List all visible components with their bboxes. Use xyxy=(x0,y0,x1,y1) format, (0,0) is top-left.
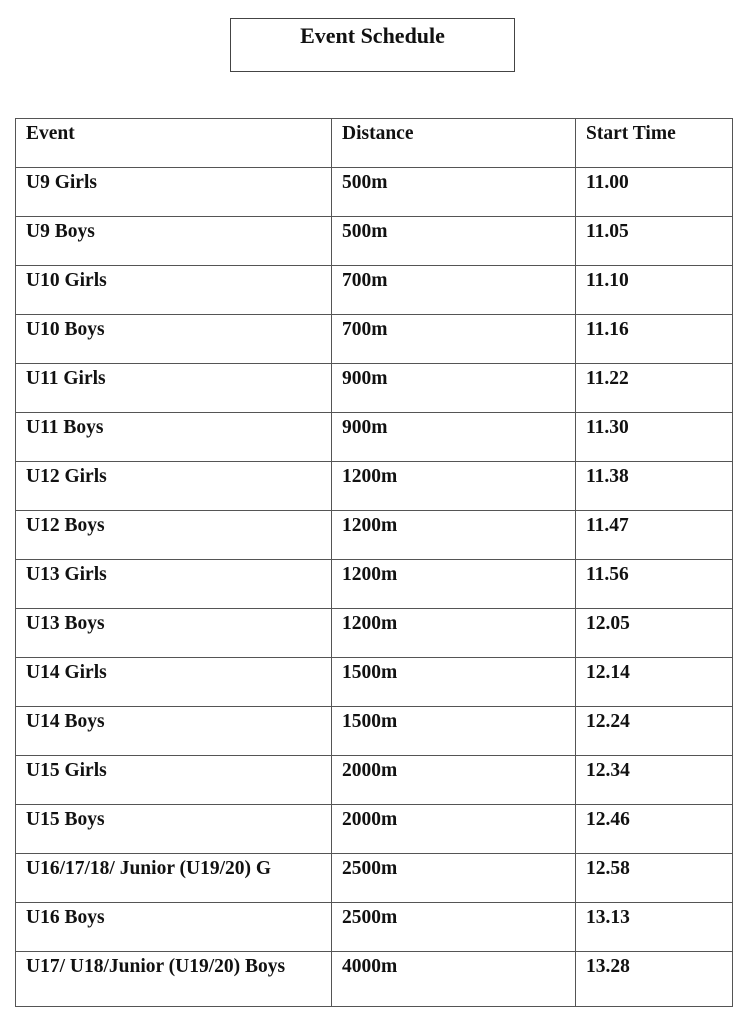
event-cell: U16 Boys xyxy=(16,903,332,952)
start-time-cell: 12.46 xyxy=(576,805,733,854)
event-cell: U12 Boys xyxy=(16,511,332,560)
start-time-cell: 12.58 xyxy=(576,854,733,903)
table-row xyxy=(16,560,733,609)
distance-cell: 500m xyxy=(332,168,576,217)
start-time-cell: 12.14 xyxy=(576,658,733,707)
distance-cell: 700m xyxy=(332,315,576,364)
table-row xyxy=(16,805,733,854)
header-start-time: Start Time xyxy=(576,119,733,168)
distance-cell: 900m xyxy=(332,413,576,462)
table-row xyxy=(16,315,733,364)
distance-cell: 1200m xyxy=(332,609,576,658)
table-row xyxy=(16,462,733,511)
distance-cell: 1200m xyxy=(332,462,576,511)
distance-cell: 1500m xyxy=(332,658,576,707)
event-cell: U9 Girls xyxy=(16,168,332,217)
event-cell: U15 Girls xyxy=(16,756,332,805)
distance-cell: 4000m xyxy=(332,952,576,1007)
distance-cell: 2000m xyxy=(332,805,576,854)
distance-cell: 900m xyxy=(332,364,576,413)
event-cell: U17/ U18/Junior (U19/20) Boys xyxy=(16,952,332,1007)
start-time-cell: 11.47 xyxy=(576,511,733,560)
title-box xyxy=(230,18,515,72)
start-time-cell: 11.16 xyxy=(576,315,733,364)
event-cell: U13 Girls xyxy=(16,560,332,609)
start-time-cell: 11.30 xyxy=(576,413,733,462)
start-time-cell: 12.05 xyxy=(576,609,733,658)
event-cell: U14 Girls xyxy=(16,658,332,707)
distance-cell: 2500m xyxy=(332,903,576,952)
table-row xyxy=(16,756,733,805)
distance-cell: 2000m xyxy=(332,756,576,805)
start-time-cell: 12.24 xyxy=(576,707,733,756)
table-row xyxy=(16,707,733,756)
event-cell: U10 Boys xyxy=(16,315,332,364)
start-time-cell: 11.05 xyxy=(576,217,733,266)
start-time-cell: 11.00 xyxy=(576,168,733,217)
event-cell: U14 Boys xyxy=(16,707,332,756)
page-title: Event Schedule xyxy=(300,23,445,48)
header-distance: Distance xyxy=(332,119,576,168)
event-cell: U15 Boys xyxy=(16,805,332,854)
schedule-table xyxy=(15,118,733,1007)
table-row xyxy=(16,266,733,315)
distance-cell: 1500m xyxy=(332,707,576,756)
distance-cell: 2500m xyxy=(332,854,576,903)
event-cell: U12 Girls xyxy=(16,462,332,511)
table-row xyxy=(16,511,733,560)
event-cell: U11 Boys xyxy=(16,413,332,462)
table-row xyxy=(16,168,733,217)
event-cell: U11 Girls xyxy=(16,364,332,413)
event-cell: U10 Girls xyxy=(16,266,332,315)
start-time-cell: 11.10 xyxy=(576,266,733,315)
start-time-cell: 13.13 xyxy=(576,903,733,952)
start-time-cell: 12.34 xyxy=(576,756,733,805)
table-row xyxy=(16,903,733,952)
start-time-cell: 11.22 xyxy=(576,364,733,413)
event-cell: U16/17/18/ Junior (U19/20) G xyxy=(16,854,332,903)
distance-cell: 700m xyxy=(332,266,576,315)
table-row xyxy=(16,609,733,658)
event-cell: U9 Boys xyxy=(16,217,332,266)
start-time-cell: 13.28 xyxy=(576,952,733,1007)
distance-cell: 1200m xyxy=(332,511,576,560)
table-row xyxy=(16,952,733,1007)
event-cell: U13 Boys xyxy=(16,609,332,658)
distance-cell: 1200m xyxy=(332,560,576,609)
start-time-cell: 11.38 xyxy=(576,462,733,511)
table-row xyxy=(16,413,733,462)
table-row xyxy=(16,217,733,266)
start-time-cell: 11.56 xyxy=(576,560,733,609)
table-row xyxy=(16,658,733,707)
header-row xyxy=(16,119,733,168)
table-row xyxy=(16,364,733,413)
table-row xyxy=(16,854,733,903)
distance-cell: 500m xyxy=(332,217,576,266)
header-event: Event xyxy=(16,119,332,168)
